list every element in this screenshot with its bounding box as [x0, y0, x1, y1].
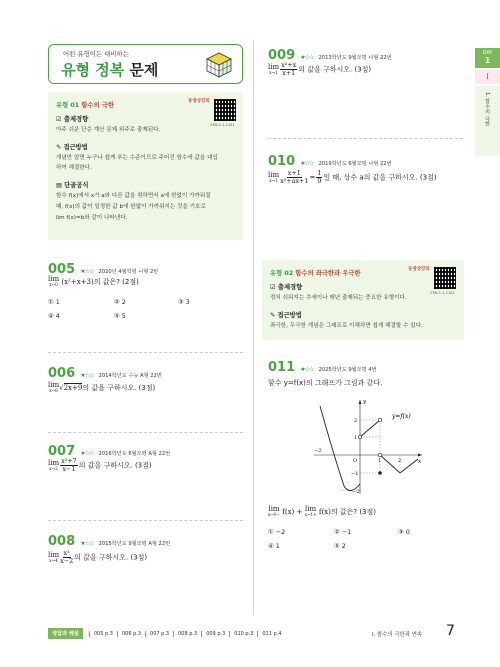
- check-icon: ☑: [270, 284, 276, 291]
- type01-formula-text3: lim f(x)=b와 같이 나타낸다.: [56, 215, 128, 221]
- type01-title: [56, 100, 114, 109]
- type02-qr-code[interactable]: [434, 267, 456, 289]
- difficulty-stars: ★☆☆: [80, 450, 94, 457]
- graph-label: y=f(x): [392, 413, 411, 420]
- problem-expression: lim x→4 $\frac{\text{x³}}{x-2}$ 의 값을 구하시오. (3점): [48, 549, 148, 565]
- origin-label: O: [353, 458, 358, 464]
- answer-ref[interactable]: 009 p.3: [201, 631, 229, 637]
- problem-source: 2016학년도 6월모평 A형 22번: [98, 451, 171, 457]
- type01-box: [48, 92, 243, 240]
- problem-number: 010: [268, 154, 296, 169]
- problem-011: [268, 356, 463, 556]
- cube-icon: [205, 51, 233, 79]
- problem-source: 2015학년도 9월모평 A형 22번: [98, 541, 171, 547]
- divider: [48, 520, 243, 521]
- divider: [268, 138, 463, 139]
- header-title-green: 유형 정복: [61, 61, 125, 79]
- problem-source: 2025학년도 9월모평 4번: [318, 367, 377, 373]
- function-graph: [314, 396, 424, 496]
- type01-formula-head: ▤ 단골공식: [56, 182, 89, 189]
- tick-x-1: 1: [378, 458, 382, 464]
- type02-label: 유형 02: [270, 270, 294, 277]
- problem-number: 009: [268, 48, 296, 63]
- problem-number: 008: [48, 534, 76, 549]
- type01-approach-text1: 개념만 알면 누구나 쉽게 푸는 수준이므로 주어진 함수에 값을 대입: [56, 155, 218, 161]
- pencil-icon: ✎: [56, 144, 62, 151]
- answer-label[interactable]: 정답과 해설: [48, 628, 83, 639]
- tick-x-m2: −2: [314, 448, 322, 454]
- book-icon: ▤: [56, 182, 62, 189]
- type02-approach-text: 좌극한, 우극한 개념은 그래프로 이해하면 쉽게 해결할 수 있다.: [270, 323, 423, 329]
- choice-2[interactable]: ② −1: [334, 528, 352, 536]
- side-day-label: DAY: [482, 50, 493, 56]
- type02-trend-head: ☑ 출제경향: [270, 284, 303, 291]
- choice-3[interactable]: ③ 3: [178, 298, 190, 306]
- problem-source: 2020년 4월학평 나형 2번: [98, 269, 159, 275]
- type01-formula-text2: 때, f(x)의 값이 일정한 값 b에 한없이 가까워지는 것을 기호로: [56, 204, 206, 210]
- type01-formula-text1: 함수 f(x)에서 x가 a와 다른 값을 취하면서 a에 한없이 가까워질: [56, 193, 211, 199]
- footer-answers: [48, 628, 285, 639]
- problem-expression: lim x→0 (x²+x+3)의 값은? (2점): [48, 275, 139, 287]
- header-subtitle: 어떤 유형이든 대비하는: [63, 50, 129, 58]
- type01-qr-id: 23M-1-1-1101: [210, 123, 235, 127]
- difficulty-stars: ★☆☆: [80, 540, 94, 547]
- problem-expression: lim x→1 $\frac{x+1}{\text{x²+ax+1}}$ = $\frac{1}{9}$ 일 때, 상수 a의 값을 구하시오. (3점): [268, 169, 437, 185]
- difficulty-stars: ★☆☆: [80, 268, 94, 275]
- divider: [48, 352, 243, 353]
- type01-name: 함수의 극한: [81, 102, 114, 109]
- tick-x-2: 2: [398, 458, 402, 464]
- check-icon: ☑: [56, 116, 62, 123]
- problem-expression: lim x→0− f(x) + lim x→1+ f(x)의 값은? (3점): [268, 505, 377, 517]
- column-divider: [253, 40, 254, 615]
- problem-source: 2014학년도 수능 A형 22번: [98, 373, 162, 379]
- problem-source: 2019학년도 6월모평 나형 22번: [318, 161, 392, 167]
- answer-ref[interactable]: 011 p.4: [257, 631, 285, 637]
- divider: [48, 432, 243, 433]
- type01-approach-text2: 하여 해결한다.: [56, 165, 92, 171]
- header-box: [48, 44, 243, 84]
- side-tab-chapter[interactable]: I: [475, 70, 500, 84]
- type01-label: 유형 01: [56, 102, 80, 109]
- choice-4[interactable]: ④ 1: [268, 542, 280, 550]
- type02-title: [270, 268, 361, 277]
- type01-approach-head: ✎ 접근방법: [56, 144, 88, 151]
- problem-intro: 함수 y=f(x)의 그래프가 그림과 같다.: [268, 379, 383, 387]
- tick-y-2: 2: [354, 418, 358, 424]
- problem-number: 011: [268, 360, 296, 375]
- problem-source: 2013학년도 9월모평 나형 22번: [318, 55, 392, 61]
- problem-number: 007: [48, 444, 76, 459]
- choice-5[interactable]: ⑤ 2: [334, 542, 346, 550]
- x-axis-label: x: [418, 459, 422, 465]
- type01-trend-head: ☑ 출제경향: [56, 116, 89, 123]
- answer-ref[interactable]: 007 p.3: [145, 631, 173, 637]
- problem-number: 005: [48, 262, 76, 277]
- side-tab-day[interactable]: [475, 48, 500, 68]
- tick-y-1: 1: [354, 435, 358, 441]
- type02-box: [262, 260, 464, 340]
- type02-name: 함수의 좌극한과 우극한: [295, 270, 361, 277]
- type01-qr-code[interactable]: [214, 99, 236, 121]
- problem-005: [48, 258, 243, 338]
- side-day-number: 1: [484, 56, 491, 65]
- answer-ref[interactable]: 008 p.3: [173, 631, 201, 637]
- difficulty-stars: ★☆☆: [300, 54, 314, 61]
- difficulty-stars: ★☆☆: [300, 160, 314, 167]
- type02-trend-text: 정처 쉬워지는 추세이나 매년 출제되는 중요한 유형이다.: [270, 295, 407, 301]
- pencil-icon: ✎: [270, 312, 276, 319]
- header-title: [61, 59, 158, 80]
- choice-3[interactable]: ③ 0: [398, 528, 410, 536]
- difficulty-stars: ★☆☆: [300, 366, 314, 373]
- problem-expression: lim x→2 $\frac{\text{x²+7}}{x-1}$ 의 값을 구하시오. (3점): [48, 457, 152, 473]
- type02-approach-head: ✎ 접근방법: [270, 312, 302, 319]
- tick-y-m1: −1: [351, 471, 359, 477]
- side-tab-topic[interactable]: [475, 86, 500, 156]
- tick-y-m2: −2: [352, 489, 360, 495]
- choice-1[interactable]: ① 1: [48, 298, 60, 306]
- type02-qr-id: 23M-1-1-1102: [430, 291, 455, 295]
- choice-4[interactable]: ④ 4: [48, 312, 60, 320]
- answer-ref[interactable]: 006 p.3: [117, 631, 145, 637]
- choice-2[interactable]: ② 2: [114, 298, 126, 306]
- problem-expression: lim x→1 $\frac{\text{x²+x}}{x+1}$ 의 값을 구하시오. (3점): [268, 61, 372, 77]
- type02-qr-label: 동영상강의: [408, 267, 430, 272]
- side-topic-text: 1. 함수의 극한: [484, 92, 490, 127]
- type01-trend-text: 아주 쉬운 단순 계산 문제 위주로 출제된다.: [56, 127, 161, 133]
- answer-ref[interactable]: 010 p.3: [229, 631, 257, 637]
- difficulty-stars: ★☆☆: [80, 372, 94, 379]
- type01-qr-label: 동영상강의: [188, 99, 210, 104]
- y-axis-label: y: [363, 399, 367, 405]
- answer-ref[interactable]: 005 p.3: [89, 631, 117, 637]
- footer-section: I. 함수의 극한과 연속: [372, 632, 423, 638]
- page-number: 7: [446, 623, 455, 639]
- problem-number: 006: [48, 366, 76, 381]
- header-title-black: 문제: [124, 61, 159, 79]
- problem-expression: lim x→8 √2x+9의 값을 구하시오. (3점): [48, 381, 156, 393]
- choice-1[interactable]: ① −2: [268, 528, 286, 536]
- choice-5[interactable]: ⑤ 5: [114, 312, 126, 320]
